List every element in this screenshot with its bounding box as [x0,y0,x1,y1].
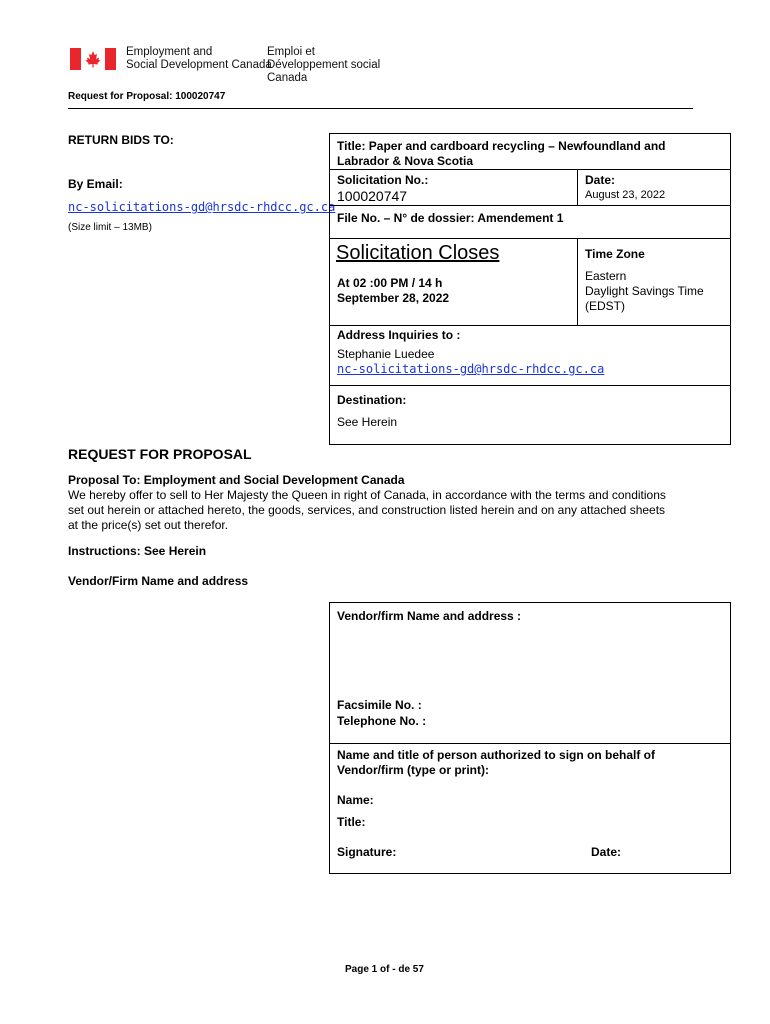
return-bids-heading: RETURN BIDS TO: [68,133,174,147]
file-number: File No. – N° de dossier: Amendement 1 [337,211,564,225]
proposal-body-line2: set out herein or attached hereto, the goods, services, and construction listed herein and on any attached sheets [68,503,666,517]
by-email-label: By Email: [68,177,123,191]
closing-time-line: At 02 :00 PM / 14 h [337,276,443,290]
proposal-to: Proposal To: Employment and Social Development Canada [68,473,405,487]
page-number: Page 1 of - de 57 [345,964,424,975]
solicitation-closes-heading: Solicitation Closes [336,242,500,264]
signature-date-label: Date: [591,845,622,859]
authorized-line1: Name and title of person authorized to sign on behalf of [337,748,656,762]
solicitation-no-label: Solicitation No.: [337,173,429,187]
vendor-box-divider [329,743,731,744]
solicitation-no-value: 100020747 [337,188,408,204]
vendor-form-box [329,602,731,874]
proposal-body-line3: at the price(s) set out therefor. [68,518,229,532]
signer-name-label: Name: [337,793,374,807]
table-divider [329,385,731,386]
table-divider [329,325,731,326]
destination-label: Destination: [337,393,407,407]
vendor-heading: Vendor/Firm Name and address [68,574,249,588]
title-line1: Title: Paper and cardboard recycling – Newfoundland and [337,139,666,153]
authorized-signer-label [337,748,655,778]
time-zone-value [585,269,704,314]
date-value: August 23, 2022 [585,189,666,201]
title-line2: Labrador & Nova Scotia [337,154,474,168]
proposal-heading: REQUEST FOR PROPOSAL [68,446,252,462]
tz-line3: (EDST) [585,299,625,313]
tz-line2: Daylight Savings Time [585,284,704,298]
signature-label: Signature: [337,845,397,859]
closing-date-line: September 28, 2022 [337,291,450,305]
authorized-line2: Vendor/firm (type or print): [337,763,490,777]
vendor-name-address-label: Vendor/firm Name and address : [337,609,522,623]
return-bids-email-link[interactable]: nc-solicitations-gd@hrsdc-rhdcc.gc.ca [68,200,336,214]
time-zone-label: Time Zone [585,247,645,261]
table-divider [329,238,731,239]
tz-line1: Eastern [585,269,627,283]
dept-fr-line1: Emploi et [267,46,315,58]
dept-en-line2: Social Development Canada [126,59,272,71]
size-limit-note: (Size limit – 13MB) [68,222,152,233]
telephone-label: Telephone No. : [337,714,427,728]
dept-name-en [126,46,272,72]
facsimile-label: Facsimile No. : [337,698,422,712]
closing-time [337,276,449,306]
request-for-proposal-number: Request for Proposal: 100020747 [68,91,226,102]
signer-title-label: Title: [337,815,366,829]
proposal-body [68,488,708,533]
table-divider [329,169,731,170]
header-divider [68,108,693,109]
dept-en-line1: Employment and [126,46,213,58]
dept-name-fr [267,46,410,85]
table-divider [577,169,578,205]
canada-flag-icon [70,48,116,70]
instructions: Instructions: See Herein [68,544,207,558]
inquiries-email-link[interactable]: nc-solicitations-gd@hrsdc-rhdcc.gc.ca [337,362,605,376]
department-signature [70,46,410,84]
inquiries-contact-name: Stephanie Luedee [337,347,435,361]
table-divider [577,238,578,325]
inquiries-label: Address Inquiries to : [337,328,461,342]
solicitation-title [337,139,666,169]
date-label: Date: [585,173,616,187]
destination-value: See Herein [337,415,398,429]
dept-fr-line2: Développement social Canada [267,59,381,84]
proposal-body-line1: We hereby offer to sell to Her Majesty the Queen in right of Canada, in accordance with the terms and conditions [68,488,666,502]
table-divider [329,205,731,206]
